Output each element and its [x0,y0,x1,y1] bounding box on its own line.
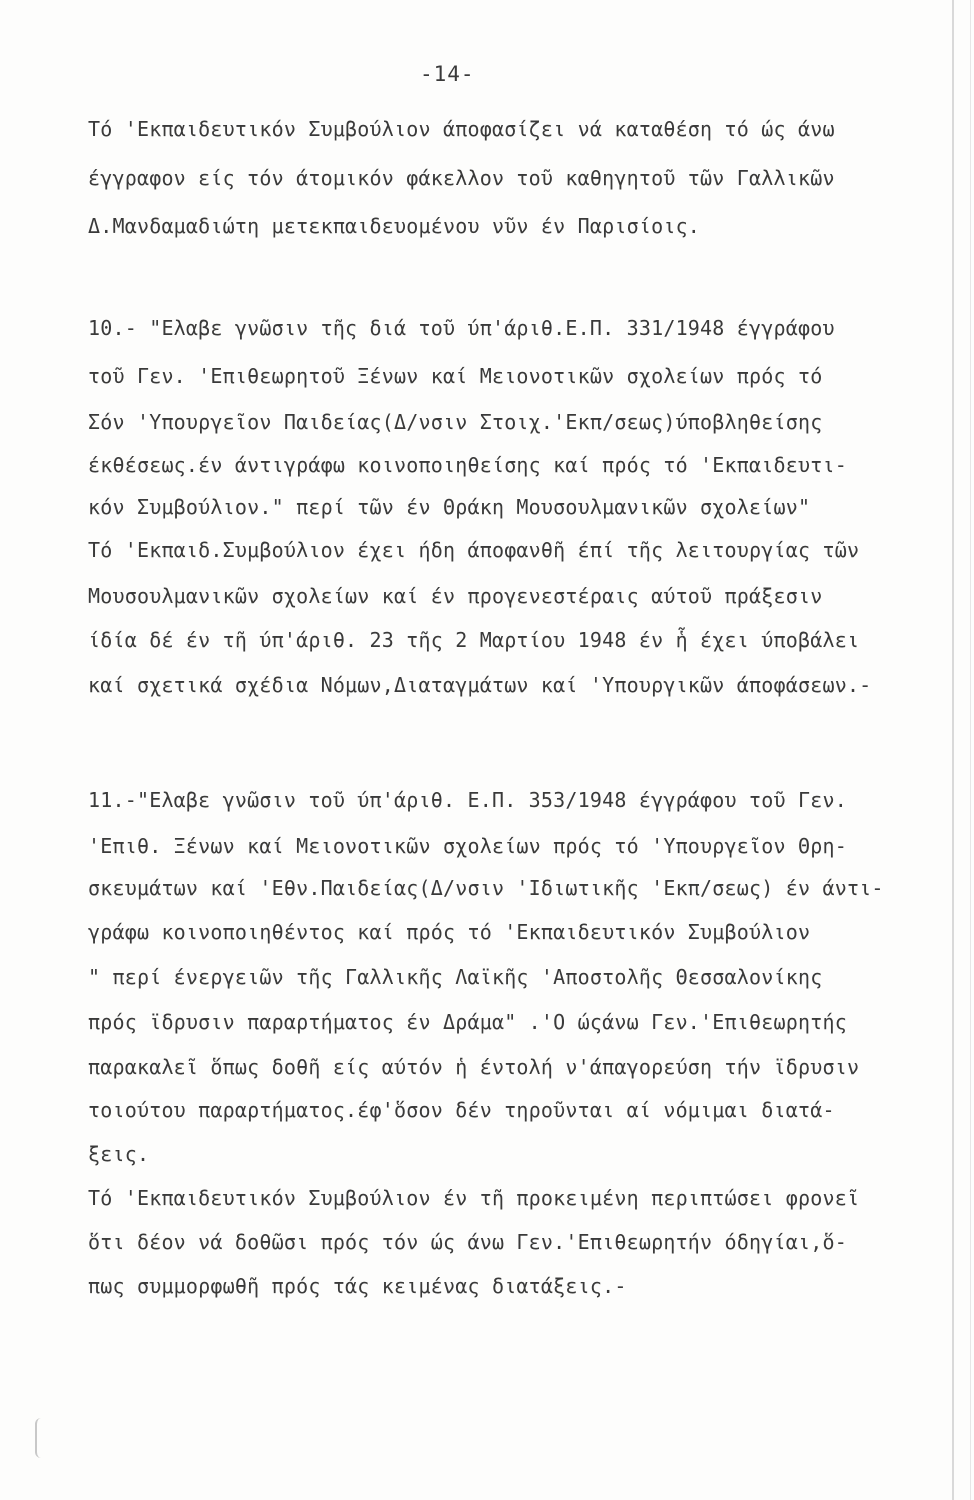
paragraph-line: " περί ένεργειῶν τῆς Γαλλικῆς Λαϊκῆς 'Αποστολῆς Θεσσαλονίκης [88,965,823,989]
page-number: -14- [420,62,475,86]
paragraph-line: Δ.Μανδαμαδιώτη μετεκπαιδευομένου νῦν έν Παρισίοις. [88,214,701,238]
paragraph-line: πως συμμορφωθῆ πρός τάς κειμένας διατάξεις.- [88,1274,627,1298]
paragraph-line: γράφω κοινοποιηθέντος καί πρός τό 'Εκπαιδευτικόν Συμβούλιον [88,920,811,944]
paragraph-line: Τό 'Εκπαιδ.Συμβούλιον έχει ήδη άποφανθῆ έπί τῆς λειτουργίας τῶν [88,538,860,562]
paragraph-line: ὅτι δέον νά δοθῶσι πρός τόν ώς άνω Γεν.'Επιθεωρητήν όδηγίαι,ὅ- [88,1230,847,1254]
paragraph-line: καί σχετικά σχέδια Νόμων,Διαταγμάτων καί 'Υπουργικῶν άποφάσεων.- [88,673,872,697]
binding-mark [35,1418,43,1458]
paragraph-line: σκευμάτων καί 'Εθν.Παιδείας(Δ/νσιν 'Ιδιωτικῆς 'Εκπ/σεως) έν άντι- [88,876,884,900]
paragraph-line: πρός ϊδρυσιν παραρτήματος έν Δράμα" .'Ο ώςάνω Γεν.'Επιθεωρητής [88,1010,847,1034]
paragraph-line: έγγραφον είς τόν άτομικόν φάκελλον τοῦ καθηγητοῦ τῶν Γαλλικῶν [88,166,835,190]
paragraph-line: ίδία δέ έν τῆ ύπ'άριθ. 23 τῆς 2 Μαρτίου 1948 έν ἧ έχει ύποβάλει [88,628,860,652]
item-10-heading: 10.- "Ελαβε γνῶσιν τῆς διά τοῦ ύπ'άριθ.Ε.Π. 331/1948 έγγράφου [88,316,835,340]
paragraph-line: Μουσουλμανικῶν σχολείων καί έν προγενεστέραις αύτοῦ πράξεσιν [88,584,823,608]
paragraph-line: Τό 'Εκπαιδευτικόν Συμβούλιον άποφασίζει νά καταθέση τό ώς άνω [88,117,835,141]
paragraph-line: παρακαλεῖ ὅπως δοθῆ είς αύτόν ἡ έντολή ν'άπαγορεύση τήν ϊδρυσιν [88,1055,860,1079]
paragraph-line: τοῦ Γεν. 'Επιθεωρητοῦ Ξένων καί Μειονοτικῶν σχολείων πρός τό [88,364,823,388]
paragraph-line: τοιούτου παραρτήματος.έφ'ὅσον δέν τηροῦνται αί νόμιμαι διατά- [88,1098,835,1122]
page-edge-line-outer [970,0,971,1500]
item-11-heading: 11.-"Ελαβε γνῶσιν τοῦ ύπ'άριθ. Ε.Π. 353/1948 έγγράφου τοῦ Γεν. [88,788,847,812]
paragraph-line: Τό 'Εκπαιδευτικόν Συμβούλιον έν τῆ προκειμένη περιπτώσει φρονεῖ [88,1186,860,1210]
paragraph-line: κόν Συμβούλιον." περί τῶν έν Θράκη Μουσουλμανικῶν σχολείων" [88,495,811,519]
page-edge-line [952,0,954,1500]
paragraph-line: έκθέσεως.έν άντιγράφω κοινοποιηθείσης καί πρός τό 'Εκπαιδευτι- [88,453,847,477]
paragraph-line: 'Επιθ. Ξένων καί Μειονοτικῶν σχολείων πρός τό 'Υπουργεῖον Θρη- [88,834,847,858]
paragraph-line: ξεις. [88,1142,150,1166]
paragraph-line: Σόν 'Υπουργεῖον Παιδείας(Δ/νσιν Στοιχ.'Εκπ/σεως)ύποβληθείσης [88,410,823,434]
